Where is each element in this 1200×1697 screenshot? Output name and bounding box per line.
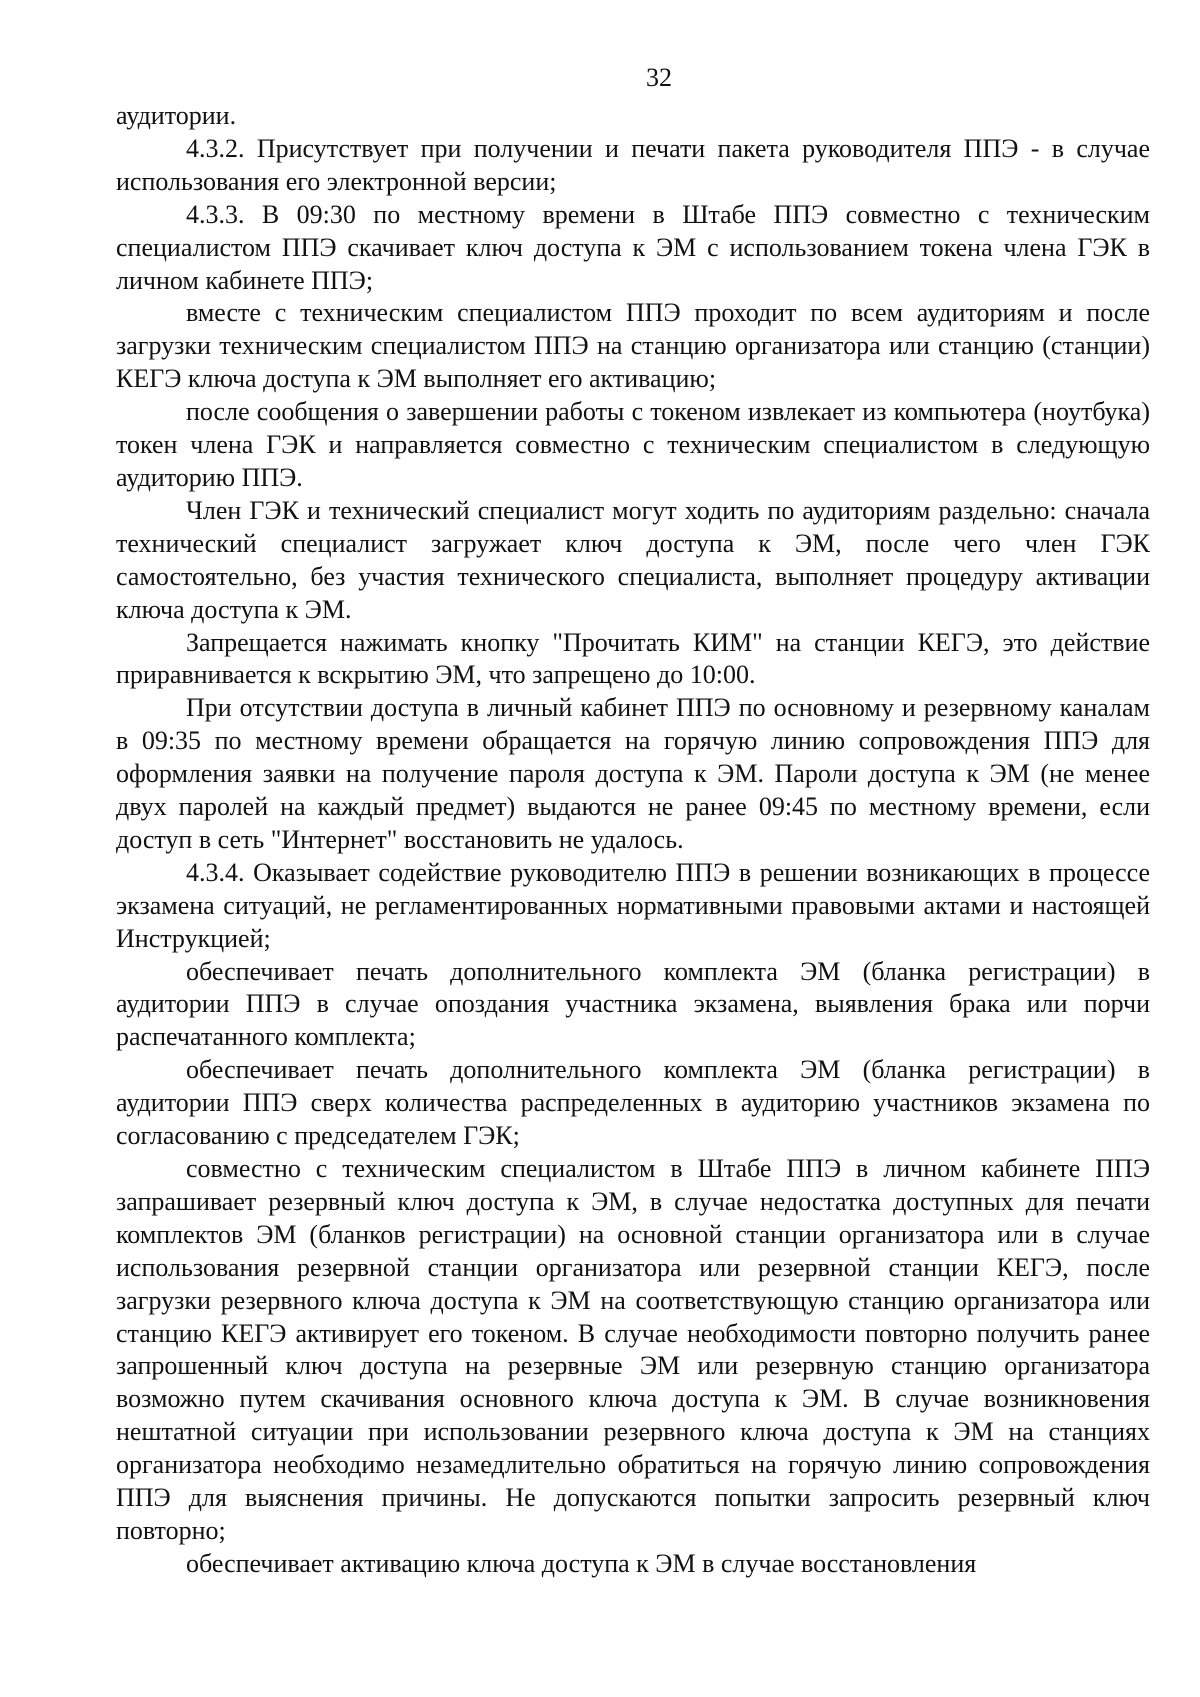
paragraph-no-access: При отсутствии доступа в личный кабинет ППЭ по основному и резервному каналам в 09:35 по местному времени обращается на горячую линию сопровождения ППЭ для оформления заявки на получение пароля доступа к ЭМ. Пароли доступа к ЭМ (не менее двух паролей на каждый предмет) выдаются не ранее 09:45 по местному времени, если доступ в сеть "Интернет" восстановить не удалось.	[116, 693, 1150, 854]
paragraph-activation: вместе с техническим специалистом ППЭ проходит по всем аудиториям и после загрузки техническим специалистом ППЭ на станцию организатора или станцию (станции) КЕГЭ ключа доступа к ЭМ выполняет его активацию;	[116, 298, 1150, 394]
paragraph-4-3-4: 4.3.4. Оказывает содействие руководителю ППЭ в решении возникающих в процессе экзамена ситуаций, не регламентированных нормативными правовыми актами и настоящей Инструкцией;	[116, 857, 1150, 953]
paragraph-kim-prohibition: Запрещается нажимать кнопку "Прочитать КИМ" на станции КЕГЭ, это действие приравнивается к вскрытию ЭМ, что запрещено до 10:00.	[116, 627, 1150, 690]
paragraph-token-removal: после сообщения о завершении работы с токеном извлекает из компьютера (ноутбука) токен члена ГЭК и направляется совместно с техническим специалистом в следующую аудиторию ППЭ.	[116, 397, 1150, 492]
paragraph-additional-print: обеспечивает печать дополнительного комплекта ЭМ (бланка регистрации) в аудитории ППЭ в случае опоздания участника экзамена, выявления брака или порчи распечатанного комплекта;	[116, 956, 1150, 1052]
paragraph-4-3-3: 4.3.3. В 09:30 по местному времени в Штабе ППЭ совместно с техническим специалистом ППЭ скачивает ключ доступа к ЭМ с использованием токена члена ГЭК в личном кабинете ППЭ;	[116, 199, 1150, 295]
paragraph-extra-print: обеспечивает печать дополнительного комплекта ЭМ (бланка регистрации) в аудитории ППЭ сверх количества распределенных в аудиторию участников экзамена по согласованию с председателем ГЭК;	[116, 1055, 1150, 1151]
page-number: 32	[646, 63, 672, 92]
paragraph-reserve-key: совместно с техническим специалистом в Штабе ППЭ в личном кабинете ППЭ запрашивает резервный ключ доступа к ЭМ, в случае недостатка доступных для печати комплектов ЭМ (бланков регистрации) на основной станции организатора или в случае использования резервной станции организатора или резервной станции КЕГЭ, после загрузки резервного ключа доступа к ЭМ на соответствующую станцию организатора или станцию КЕГЭ активирует его токеном. В случае необходимости повторно получить ранее запрошенный ключ доступа на резервные ЭМ или резервную станцию организатора возможно путем скачивания основного ключа доступа к ЭМ. В случае возникновения нештатной ситуации при использовании резервного ключа доступа к ЭМ на станциях организатора необходимо незамедлительно обратиться на горячую линию сопровождения ППЭ для выяснения причины. Не допускаются попытки запросить резервный ключ повторно;	[116, 1154, 1150, 1545]
paragraph-continuation: аудитории.	[116, 101, 237, 130]
paragraph-key-activation: обеспечивает активацию ключа доступа к ЭМ в случае восстановления	[186, 1548, 977, 1578]
paragraph-4-3-2: 4.3.2. Присутствует при получении и печати пакета руководителя ППЭ - в случае использования его электронной версии;	[116, 133, 1150, 196]
paragraph-separate-rounds: Член ГЭК и технический специалист могут ходить по аудиториям раздельно: сначала технический специалист загружает ключ доступа к ЭМ, после чего член ГЭК самостоятельно, без участия технического специалиста, выполняет процедуру активации ключа доступа к ЭМ.	[116, 495, 1150, 624]
document-page	[116, 62, 1150, 1581]
